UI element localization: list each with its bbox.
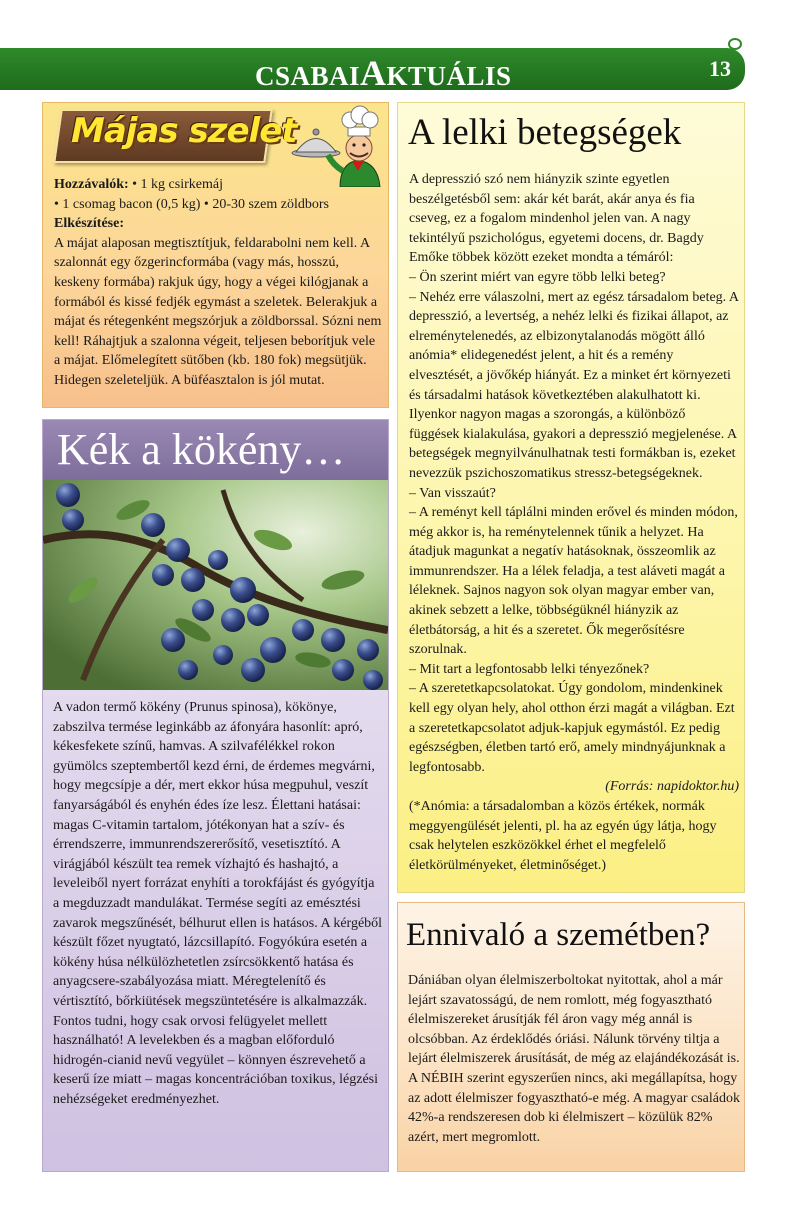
recipe-title: Májas szelet xyxy=(71,111,297,151)
magazine-title xyxy=(255,52,512,94)
lelki-title: A lelki betegségek xyxy=(408,112,682,153)
kokeny-body xyxy=(53,698,383,1109)
ennivalo-article xyxy=(397,902,745,1172)
lelki-question-2: – Van visszaút? xyxy=(409,485,496,501)
lelki-intro: A depresszió szó nem hiányzik szinte egyetlen beszélgetésből sem: akár két barát, akár anya és fia cseveg, ez a fogalom mindenhol jelen van. A nagy tekintélyű pszichológus, egyetemi docens, dr. Bagdy Emőke többek között ezeket mondta a témáról: xyxy=(409,172,704,266)
ingredients-line-2: • 1 csomag bacon (0,5 kg) • 20-30 szem zöldbors xyxy=(54,196,329,212)
ennivalo-paragraph: Dániában olyan élelmiszerboltokat nyitottak, ahol a már lejárt szavatosságú, de nem romlott, még fogyasztható élelmiszereket árusítják fél áron vagy még annál is olcsóbban. Az érdeklődés óriási. Nálunk törvény tiltja a lejárt élelmiszerek árusítását, de még az elajándékozását is. A NÉBIH szerint egyszerűen nincs, aki megállapítsa, hogy az adott élelmiszer fogyasztható-e még. A magyar családok 42%-a rendszeresen dob ki élelmiszert – közülük 82% azért, mert megromlott. xyxy=(408,973,740,1145)
lelki-article xyxy=(397,102,745,893)
lelki-footnote: (*Anómia: a társadalomban a közös értékek, normák meggyengülését jelenti, pl. ha az egyén úgy látja, hogy csak helytelen eszközökkel érhet el megfelelő életkörülményeket, életminőséget.) xyxy=(409,799,717,873)
method-label xyxy=(54,214,382,234)
lelki-answer-1: – Nehéz erre válaszolni, mert az egész társadalom beteg. A depresszió, a levertség, a nehéz lelki és fizikai állapot, az elreménytelenedés, az elbizonytalanodás mögött álló anómia* elidegenedést jelent, a hit és a remény elvesztését, a jövőkép hiányát. Ez a minket ért környezeti és társadalmi hatások következtében alakulhatott ki. Ilyenkor nagyon magas a szorongás, a különböző függések kialakulása, gyakori a depresszió megjelenése. A betegségek megnyilvánulhatnak testi formákban is, ezeket nevezzük pszichoszomatikus stressz-betegségeknek. xyxy=(409,289,739,481)
sloe-berries-photo xyxy=(43,480,388,690)
kokeny-title: Kék a kökény… xyxy=(57,425,346,474)
sloe-berries-illustration xyxy=(43,480,388,690)
swirl-ornament-icon xyxy=(728,38,742,50)
ingredients-label: Hozzávalók: xyxy=(54,177,129,192)
method-text: A májat alaposan megtisztítjuk, feldarabolni nem kell. A szalonnát egy őzgerincformába (vagy más, hosszú, keskeny formába) rakjuk úgy, hogy a végei kilógjanak a formából és kissé fedjék egymást a szeletek. Belerakjuk a májat és rétegenként megszórjuk a zöldborssal. Sózni nem kell! Ráhajtjuk a szalonna végeit, teljesen beborítjuk vele a májat. Előmelegített sütőben (kb. 180 fok) megsütjük. Hidegen szeleteljük. A büféasztalon is jól mutat. xyxy=(54,235,382,388)
kokeny-paragraph-2: Fontos tudni, hogy csak orvosi felügyelet mellett használható! A levelekben és a magban előforduló hidrogén-cianid nevű vegyület – könnyen észrevehető a keserű íze miatt – magas koncentrációban toxikus, légzési nehézségeket eredményezhet. xyxy=(53,1013,379,1107)
ingredients-line-1 xyxy=(54,175,382,195)
recipe-box xyxy=(42,102,389,408)
brand-part-2: A xyxy=(360,53,387,93)
brand-part-1: CSABAI xyxy=(255,61,361,91)
kokeny-article xyxy=(42,419,389,1172)
ingredients-item-1: • 1 kg csirkemáj xyxy=(128,177,223,192)
lelki-question-3: – Mit tart a legfontosabb lelki tényezőnek? xyxy=(409,661,650,677)
lelki-question-1: – Ön szerint miért van egyre több lelki beteg? xyxy=(409,269,666,285)
recipe-body xyxy=(54,175,382,391)
page-number: 13 xyxy=(709,56,731,81)
ennivalo-body xyxy=(408,971,740,1147)
lelki-answer-3: – A szeretetkapcsolatokat. Úgy gondolom, mindenkinek kell egy olyan hely, ahol otthon érzi magát a világban. Ezt a szeretetkapcsolatot adjuk-kapjuk egymástól. Ez pedig egészségben, életben tartó erő, amely mindnyájunknak a legfontosabb. xyxy=(409,681,735,775)
method-label-text: Elkészítése: xyxy=(54,216,124,232)
lelki-answer-2: – A reményt kell táplálni minden erővel és minden módon, még akkor is, ha reménytelennek tűnik a helyzet. Ha átadjuk magunkat a negatív hatásoknak, összeomlik az immunrendszer. Ha a lélek feladja, a test aláveti magát a léleknek. Sajnos nagyon sok olyan magyar ember van, akinek sebzett a lelke, többségüknél hiányzik az életbátorság, a hit és a szeretet. Ők megerősítésre szorulnak. xyxy=(409,505,738,658)
ennivalo-title: Ennivaló a szemétben? xyxy=(406,917,711,953)
page-header xyxy=(0,48,745,93)
kokeny-title-bar xyxy=(43,420,388,480)
lelki-source: (Forrás: napidoktor.hu) xyxy=(605,779,739,795)
kokeny-paragraph-1: A vadon termő kökény (Prunus spinosa), kökönye, zabszilva termése leginkább az áfonyára hasonlít: apró, kékesfekete színű, hamvas. A szilvafélékkel rokon gyümölcs szeptembertől kezd érni, de érdemes megvárni, hogy megcsípje a dér, mert ekkor húsa megpuhul, veszít fanyarságából és enyhén édes íze lesz. Élettani hatásai: magas C-vitamin tartalom, jótékonyan hat a szív- és érrendszerre, immunrendszererősítő, vesetisztító. A virágjából készült tea remek vízhajtó és hashajtó, a leveleiből nyert forrázat enyhíti a torokfájást és gyógyítja a megduzzadt mandulákat. Termése segíti az emésztési zavarok megszűnését, bélhurut ellen is hatásos. A kérgéből készült főzet nyugtató, lázcsillapító. Fogyókúra esetén a kökény húsa nélkülözhetetlen zsírcsökkentő hatása és anyagcsere-szabályozása miatt. Méregtelenítő és vértisztító, bőrkiütések megszüntetésére is alkalmazzák. xyxy=(53,700,383,1009)
brand-part-3: KTUÁLIS xyxy=(386,61,512,91)
lelki-body xyxy=(409,170,739,875)
